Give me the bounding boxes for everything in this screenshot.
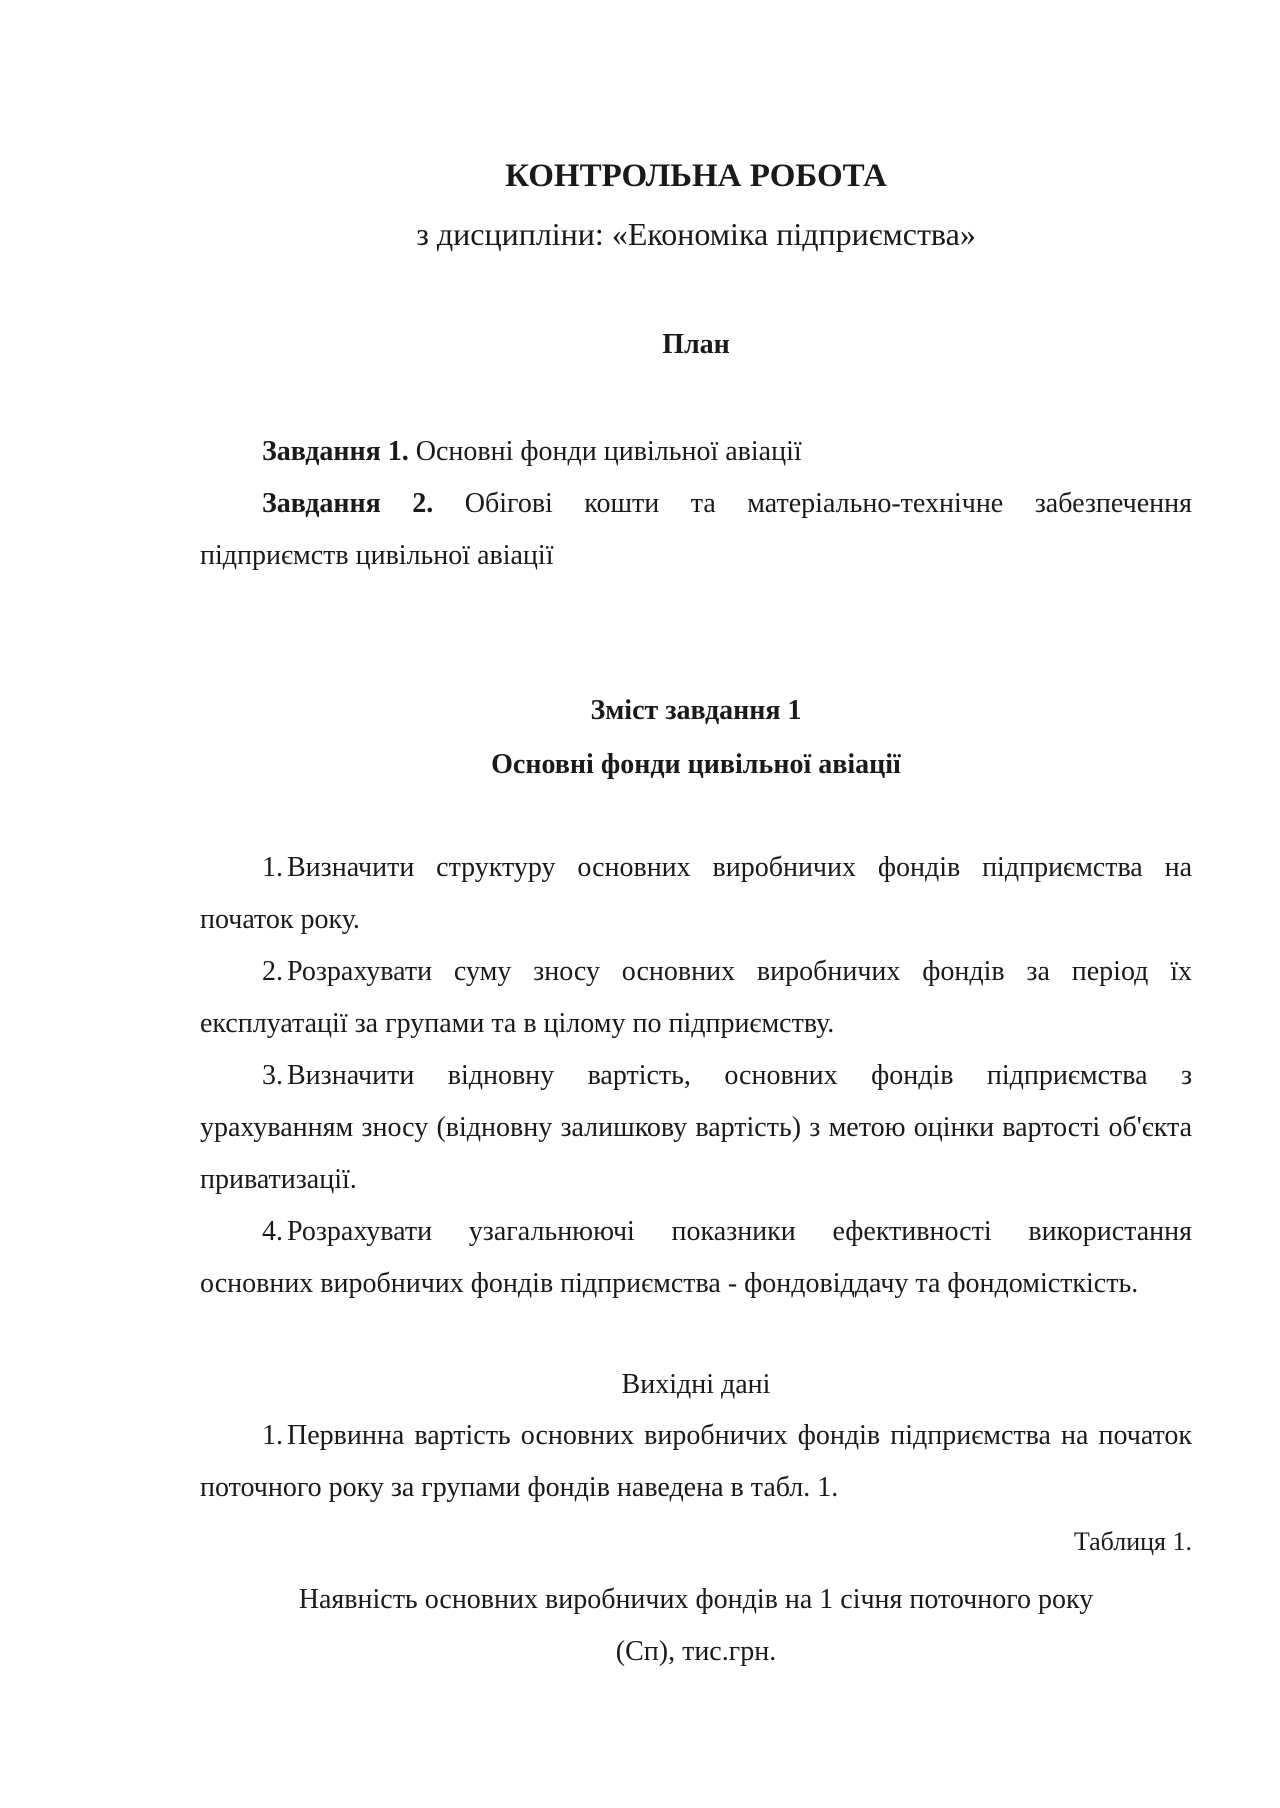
- table-caption: [200, 1574, 1192, 1678]
- task1-item-2: [200, 946, 1192, 1050]
- task1-item-4: [200, 1206, 1192, 1310]
- task1-heading: Зміст завдання 1: [590, 695, 802, 726]
- list-item-text: Розрахувати узагальнюючі показники ефективності використання основних виробничих фондів підприємства - фондовіддачу та фондомісткість.: [200, 1216, 1192, 1299]
- table-caption-line-2: (Сп), тис.грн.: [615, 1636, 777, 1667]
- list-item-text: Розрахувати суму зносу основних виробничих фондів за період їх експлуатації за групами та в цілому по підприємству.: [200, 956, 1192, 1039]
- list-item-text: Визначити відновну вартість, основних фондів підприємства з урахуванням зносу (відновну залишкову вартість) з метою оцінки вартості об'єкта приватизації.: [200, 1060, 1192, 1195]
- plan-item-label: Завдання 2.: [262, 488, 434, 519]
- task1-item-3: [200, 1050, 1192, 1206]
- plan-item-label: Завдання 1.: [262, 436, 409, 467]
- list-item-number: 2.: [262, 956, 283, 987]
- list-item-text: Визначити структуру основних виробничих фондів підприємства на початок року.: [200, 852, 1192, 935]
- source-data-item-1: [200, 1410, 1192, 1514]
- document-title: КОНТРОЛЬНА РОБОТА: [505, 158, 887, 194]
- task1-subheading: Основні фонди цивільної авіації: [491, 749, 901, 780]
- plan-item-task-2: [200, 478, 1192, 582]
- table-caption-line-1: Наявність основних виробничих фондів на 1 січня поточного року: [298, 1584, 1094, 1615]
- plan-item-text: Основні фонди цивільної авіації: [415, 436, 802, 467]
- source-data-heading: Вихідні дані: [621, 1369, 771, 1400]
- list-item-number: 3.: [262, 1060, 283, 1091]
- list-item-number: 1.: [262, 852, 283, 883]
- task1-item-1: [200, 842, 1192, 946]
- plan-item-task-1: [200, 426, 1192, 478]
- plan-item-text: Обігові кошти та матеріально-технічне забезпечення підприємств цивільної авіації: [200, 488, 1192, 571]
- list-item-number: 4.: [262, 1216, 283, 1247]
- list-item-text: Первинна вартість основних виробничих фондів підприємства на початок поточного року за групами фондів наведена в табл. 1.: [200, 1420, 1192, 1503]
- plan-heading: План: [662, 329, 730, 360]
- list-item-number: 1.: [262, 1420, 283, 1451]
- table-label: Таблиця 1.: [1073, 1527, 1192, 1556]
- document-subtitle: з дисципліни: «Економіка підприємства»: [416, 216, 976, 252]
